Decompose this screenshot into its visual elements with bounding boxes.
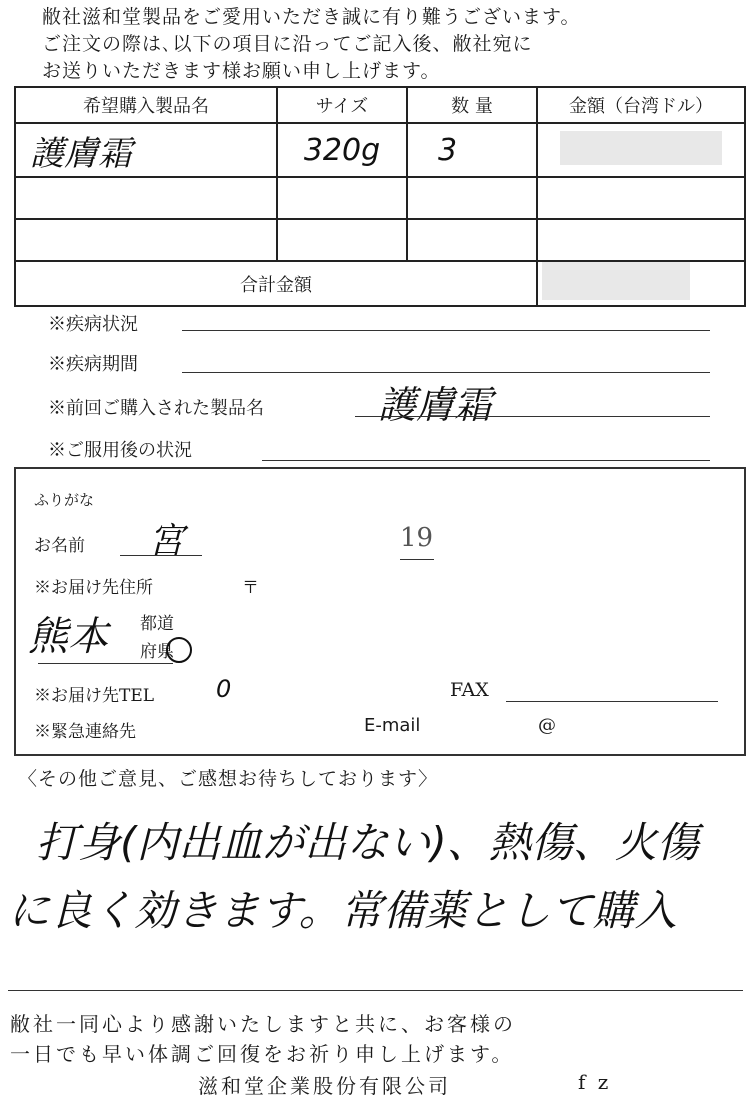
name-value[interactable]: 宮 — [148, 521, 185, 562]
prefecture-value[interactable]: 熊本 — [28, 614, 108, 660]
company-name: 滋和堂企業股份有限公司 — [198, 1074, 451, 1098]
empty-cell[interactable] — [407, 177, 537, 219]
size-cell[interactable]: 320g — [303, 132, 381, 168]
empty-cell[interactable] — [407, 219, 537, 261]
after-use-label: ※ご服用後の状況 — [48, 440, 192, 461]
fax-line[interactable] — [506, 701, 718, 702]
empty-cell[interactable] — [15, 177, 277, 219]
previous-product-line[interactable] — [355, 416, 710, 417]
amount-redacted — [560, 131, 722, 165]
tel-label: ※お届け先TEL — [34, 686, 155, 706]
empty-cell[interactable] — [537, 219, 745, 261]
intro-text — [42, 4, 742, 85]
age-value[interactable]: 19 — [400, 523, 434, 553]
pref-option-2: 府県 — [140, 642, 174, 662]
age-line[interactable] — [400, 559, 434, 560]
comments-label: 〈その他ご意見、ご感想お待ちしております〉 — [18, 768, 439, 790]
footer-line-1: 敝社一同心より感謝いたしますと共に、お客様の — [10, 1012, 516, 1036]
comment-line-1[interactable]: 打身(内出血が出ない)、熱傷、火傷 — [36, 818, 699, 867]
product-cell[interactable]: 護膚霜 — [30, 133, 132, 174]
name-line[interactable] — [120, 555, 202, 556]
empty-cell[interactable] — [277, 177, 407, 219]
at-mark: @ — [538, 715, 556, 736]
disease-status-line[interactable] — [182, 330, 710, 331]
empty-cell[interactable] — [537, 177, 745, 219]
tel-value[interactable]: 0 — [216, 675, 232, 703]
qty-cell[interactable]: 3 — [438, 132, 458, 168]
footer-divider — [8, 990, 743, 991]
empty-cell[interactable] — [277, 219, 407, 261]
total-label: 合計金額 — [15, 261, 537, 306]
postal-mark: 〒 — [242, 578, 259, 598]
customer-info-box — [14, 467, 746, 756]
header-amount: 金額（台湾ドル） — [537, 87, 745, 123]
disease-status-label: ※疾病状況 — [48, 314, 138, 335]
email-label: E-mail — [364, 715, 421, 736]
pref-option-1: 都道 — [140, 614, 174, 634]
emergency-label: ※緊急連絡先 — [34, 722, 136, 742]
footer-initials: f z — [578, 1070, 612, 1094]
previous-product-label: ※前回ご購入された製品名 — [48, 398, 264, 419]
disease-period-line[interactable] — [182, 372, 710, 373]
previous-product-value[interactable]: 護膚霜 — [378, 383, 493, 427]
intro-line-2: ご注文の際は､以下の項目に沿ってご記入後、敝社宛に — [42, 33, 533, 55]
prefecture-line[interactable] — [38, 663, 173, 664]
footer-line-2: 一日でも早い体調ご回復をお祈り申し上げます。 — [10, 1042, 515, 1066]
circle-mark-icon — [166, 637, 192, 663]
disease-period-label: ※疾病期間 — [48, 354, 138, 375]
name-label: お名前 — [34, 536, 85, 556]
empty-cell[interactable] — [15, 219, 277, 261]
furigana-label: ふりがな — [34, 491, 95, 509]
order-table — [14, 86, 746, 307]
comment-line-2[interactable]: に良く効きます。常備薬として購入 — [8, 886, 677, 935]
total-redacted — [542, 262, 690, 300]
header-product: 希望購入製品名 — [15, 87, 277, 123]
after-use-line[interactable] — [262, 460, 710, 461]
intro-line-3: お送りいただきます様お願い申し上げます。 — [42, 60, 441, 82]
header-size: サイズ — [277, 87, 407, 123]
header-qty: 数 量 — [407, 87, 537, 123]
intro-line-1: 敝社滋和堂製品をご愛用いただき誠に有り難うございます。 — [42, 6, 581, 28]
address-label: ※お届け先住所 — [34, 578, 153, 598]
fax-label: FAX — [450, 679, 489, 701]
